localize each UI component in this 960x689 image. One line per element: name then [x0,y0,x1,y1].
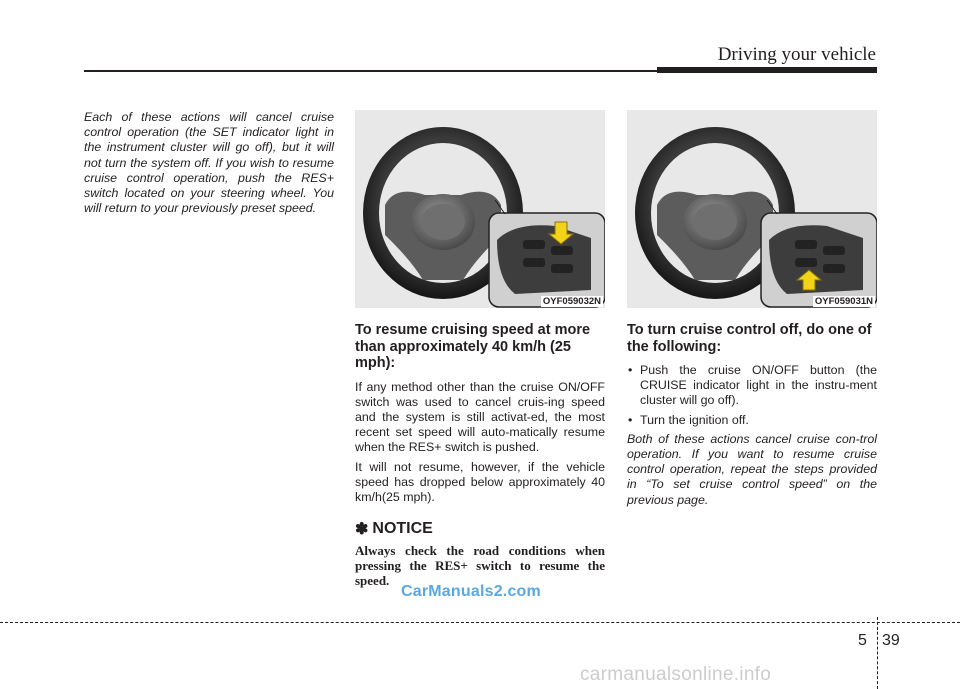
off-bullet-list [627,363,877,428]
column-right [627,110,877,508]
notice-heading [355,519,605,539]
off-italic-note: Both of these actions cancel cruise con-trol operation. If you want to resume cruise control operation, repeat the steps provided in “To set cruise control speed” on the previous page. [627,431,877,507]
resume-paragraph-1: If any method other than the cruise ON/OFF switch was used to cancel cruis-ing speed and the system is still activat-ed, the most recent set speed will auto-matically resume when the RES+ switch is pushed. [355,379,605,455]
notice-title: NOTICE [372,520,433,538]
page-number: 39 [882,632,900,649]
bullet-icon: • [628,412,633,427]
intro-italic-paragraph: Each of these actions will cancel cruise control operation (the SET indicator light in the instrument cluster will go off), but it will not turn the system off. If you wish to resume cruise control operation, push the RES+ switch located on your steering wheel. You will return to your previously preset speed. [84,110,334,216]
site-watermark: carmanualsonline.info [580,664,772,685]
chapter-number: 5 [858,632,867,649]
resume-paragraph-2: It will not resume, however, if the vehicle speed has dropped below approximately 40 km/h(25 mph). [355,459,605,504]
list-item: • Turn the ignition off. [628,412,749,427]
list-item: • Push the cruise ON/OFF button (the CRUISE indicator light in the instru-ment cluster will go off). [628,363,877,408]
figure-code: OYF059032N [542,296,601,307]
resume-heading: To resume cruising speed at more than approximately 40 km/h (25 mph): [355,322,591,371]
notice-star-icon: ✽ [355,521,369,539]
bullet-icon: • [628,363,633,377]
section-title: Driving your vehicle [717,44,876,65]
watermark-link[interactable]: CarManuals2.com [401,583,541,600]
steering-wheel-illustration [627,110,877,308]
header-rule-thick [657,67,877,73]
steering-wheel-figure-resume [355,110,605,308]
steering-wheel-illustration [355,110,605,308]
steering-wheel-figure-off [627,110,877,308]
column-middle [355,110,605,588]
header-rule [84,70,657,72]
page-divider [877,617,878,689]
footer-rule [0,622,960,623]
off-heading: To turn cruise control off, do one of the following: [627,322,872,355]
figure-code: OYF059031N [814,296,873,307]
column-left [84,110,334,216]
notice-text: Always check the road conditions when pressing the RES+ switch to resume the speed. [355,543,605,589]
